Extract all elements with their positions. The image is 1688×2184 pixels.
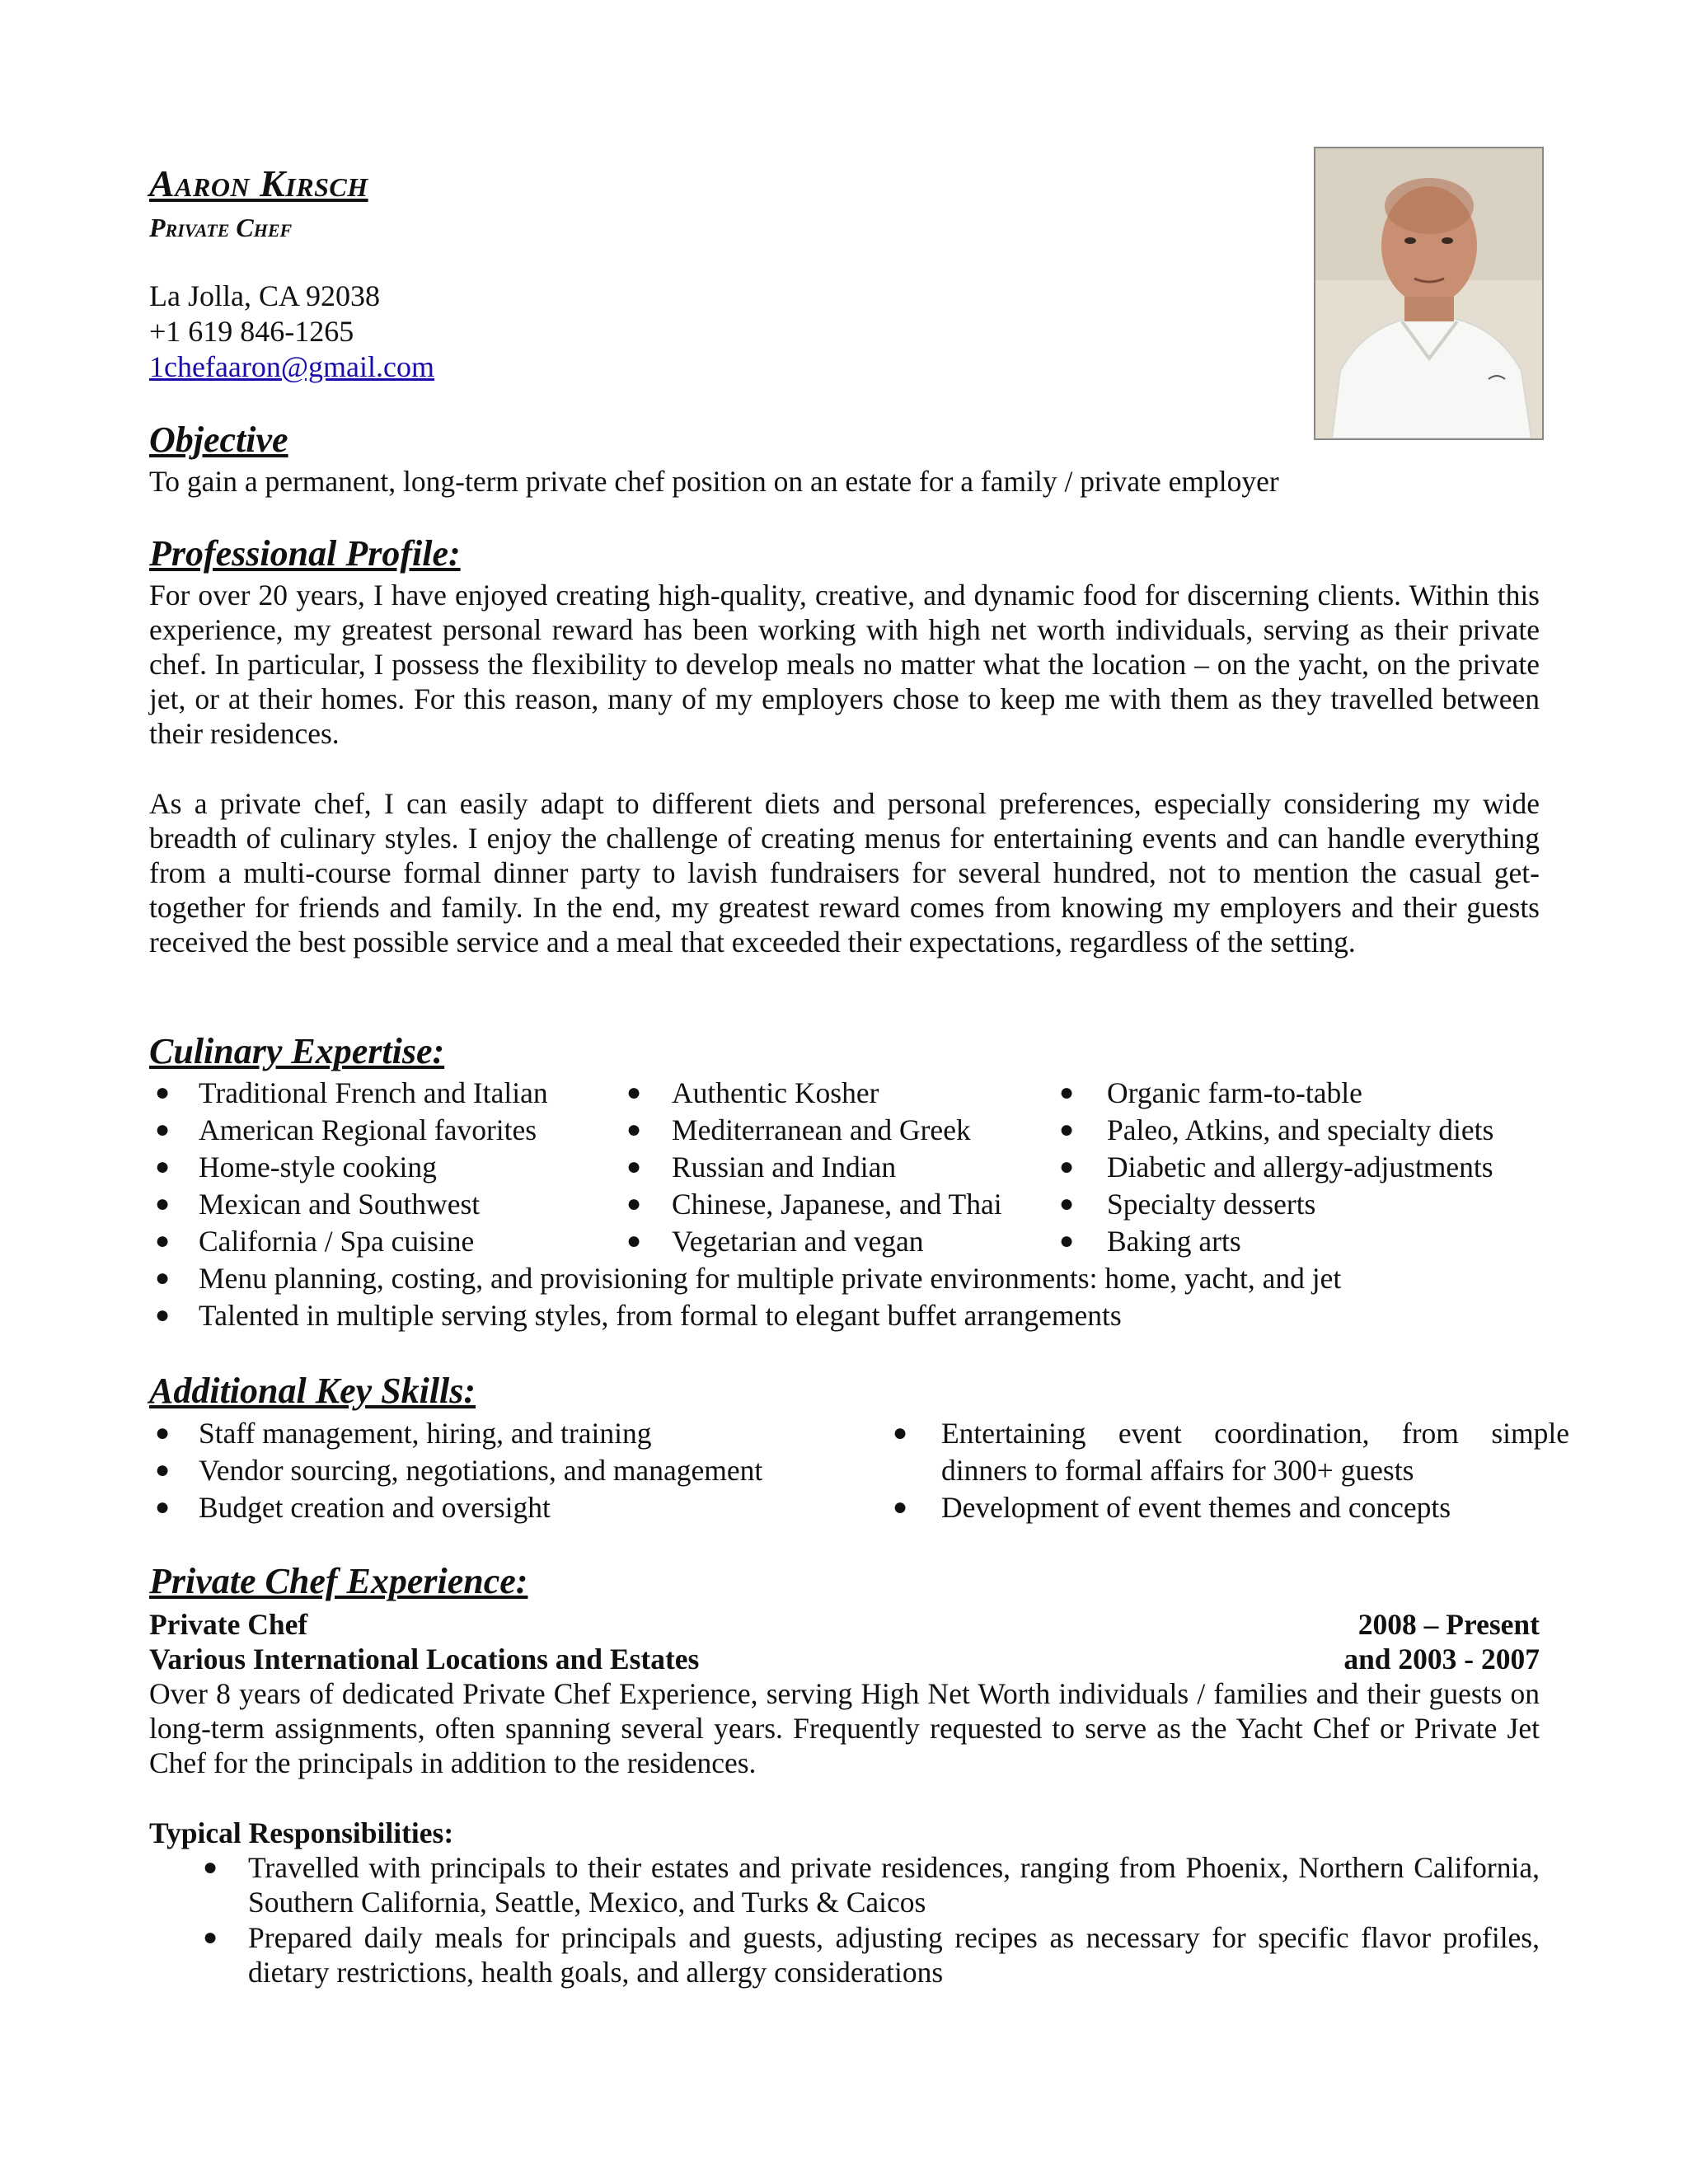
culinary-item: Organic farm-to-table <box>1107 1076 1362 1109</box>
culinary-item: California / Spa cuisine <box>199 1225 475 1258</box>
bullet-icon: ● <box>155 1153 171 1180</box>
bullet-icon: ● <box>1059 1190 1075 1217</box>
culinary-item: Authentic Kosher <box>672 1076 879 1109</box>
culinary-heading: Culinary Expertise: <box>149 1031 445 1071</box>
responsibilities-heading: Typical Responsibilities: <box>149 1816 454 1849</box>
culinary-item: Specialty desserts <box>1107 1188 1316 1221</box>
job-location: Various International Locations and Estates <box>149 1643 700 1675</box>
bullet-icon: ● <box>155 1190 171 1217</box>
profile-photo <box>1314 147 1544 440</box>
culinary-item: Home-style cooking <box>199 1151 437 1183</box>
bullet-icon: ● <box>155 1419 171 1446</box>
bullet-icon: ● <box>1059 1079 1075 1106</box>
bullet-icon: ● <box>626 1116 642 1143</box>
bullet-icon: ● <box>626 1153 642 1180</box>
profile-heading: Professional Profile: <box>149 533 461 574</box>
address: La Jolla, CA 92038 <box>149 279 380 312</box>
bullet-icon: ● <box>155 1301 171 1329</box>
skill-item: Budget creation and oversight <box>199 1491 551 1524</box>
objective-text: To gain a permanent, long-term private chef position on an estate for a family / private employer <box>149 465 1279 498</box>
skill-item: Entertaining event coordination, from simple <box>941 1417 1569 1450</box>
job-dates-current: 2008 – Present <box>1357 1608 1540 1641</box>
culinary-item: Russian and Indian <box>672 1151 897 1183</box>
experience-summary: Over 8 years of dedicated Private Chef Experience, serving High Net Worth individuals / families and their guests on long-term assignments, often spanning several years. Frequently requested to serve as the Yacht Chef or Private Jet Chef for the principals in addition to the residences. <box>149 1677 1540 1779</box>
bullet-icon: ● <box>155 1264 171 1291</box>
culinary-item: American Regional favorites <box>199 1113 537 1146</box>
experience-heading: Private Chef Experience: <box>149 1561 528 1601</box>
culinary-item: Mexican and Southwest <box>199 1188 481 1221</box>
bullet-icon: ● <box>155 1116 171 1143</box>
objective-heading: Objective <box>149 419 288 460</box>
bullet-icon: ● <box>1059 1153 1075 1180</box>
email-link[interactable]: 1chefaaron@gmail.com <box>149 350 435 383</box>
culinary-item: Diabetic and allergy-adjustments <box>1107 1151 1493 1183</box>
profile-paragraph-1: For over 20 years, I have enjoyed creating high-quality, creative, and dynamic food for discerning clients. Within this experience, my greatest personal reward has been working with high net worth individuals, serving as their private chef. In particular, I possess the flexibility to develop meals no matter what the location – on the yacht, on the private jet, or at their homes. For this reason, many of my employers chose to keep me with them as they travelled between their residences. <box>149 579 1540 750</box>
skill-item: Staff management, hiring, and training <box>199 1417 652 1450</box>
candidate-name: Aaron Kirsch <box>149 162 368 204</box>
skill-item-continued: dinners to formal affairs for 300+ guests <box>941 1454 1414 1487</box>
bullet-icon: ● <box>1059 1116 1075 1143</box>
culinary-item: Baking arts <box>1107 1225 1241 1258</box>
bullet-icon: ● <box>203 1924 218 1951</box>
responsibility-item: Prepared daily meals for principals and guests, adjusting recipes as necessary for specific flavor profiles, dietary restrictions, health goals, and allergy considerations <box>248 1921 1540 1989</box>
culinary-item: Vegetarian and vegan <box>672 1225 924 1258</box>
job-dates-previous: and 2003 - 2007 <box>1343 1643 1540 1675</box>
candidate-title: Private Chef <box>149 213 293 242</box>
chef-portrait-image <box>1315 148 1542 438</box>
bullet-icon: ● <box>155 1493 171 1521</box>
bullet-icon: ● <box>155 1079 171 1106</box>
bullet-icon: ● <box>1059 1227 1075 1254</box>
bullet-icon: ● <box>155 1227 171 1254</box>
bullet-icon: ● <box>626 1190 642 1217</box>
skill-item: Development of event themes and concepts <box>941 1491 1451 1524</box>
culinary-item: Talented in multiple serving styles, from formal to elegant buffet arrangements <box>199 1299 1122 1332</box>
bullet-icon: ● <box>893 1493 908 1521</box>
bullet-icon: ● <box>626 1227 642 1254</box>
bullet-icon: ● <box>203 1854 218 1881</box>
culinary-item: Paleo, Atkins, and specialty diets <box>1107 1113 1494 1146</box>
bullet-icon: ● <box>893 1419 908 1446</box>
culinary-item: Traditional French and Italian <box>199 1076 548 1109</box>
culinary-item: Menu planning, costing, and provisioning for multiple private environments: home, yacht, and jet <box>199 1262 1342 1295</box>
phone: +1 619 846-1265 <box>149 315 354 348</box>
job-role: Private Chef <box>149 1608 308 1641</box>
skill-item: Vendor sourcing, negotiations, and management <box>199 1454 763 1487</box>
bullet-icon: ● <box>626 1079 642 1106</box>
skills-heading: Additional Key Skills: <box>149 1371 476 1411</box>
culinary-item: Chinese, Japanese, and Thai <box>672 1188 1002 1221</box>
bullet-icon: ● <box>155 1456 171 1483</box>
profile-paragraph-2: As a private chef, I can easily adapt to different diets and personal preferences, especially considering my wide breadth of culinary styles. I enjoy the challenge of creating menus for entertaining events and can handle everything from a multi-course formal dinner party to lavish fundraisers for several hundred, not to mention the casual get-together for friends and family. In the end, my greatest reward comes from knowing my employers and their guests received the best possible service and a meal that exceeded their expectations, regardless of the setting. <box>149 787 1540 958</box>
culinary-item: Mediterranean and Greek <box>672 1113 971 1146</box>
responsibility-item: Travelled with principals to their estates and private residences, ranging from Phoenix, Northern California, Southern California, Seattle, Mexico, and Turks & Caicos <box>248 1851 1540 1919</box>
